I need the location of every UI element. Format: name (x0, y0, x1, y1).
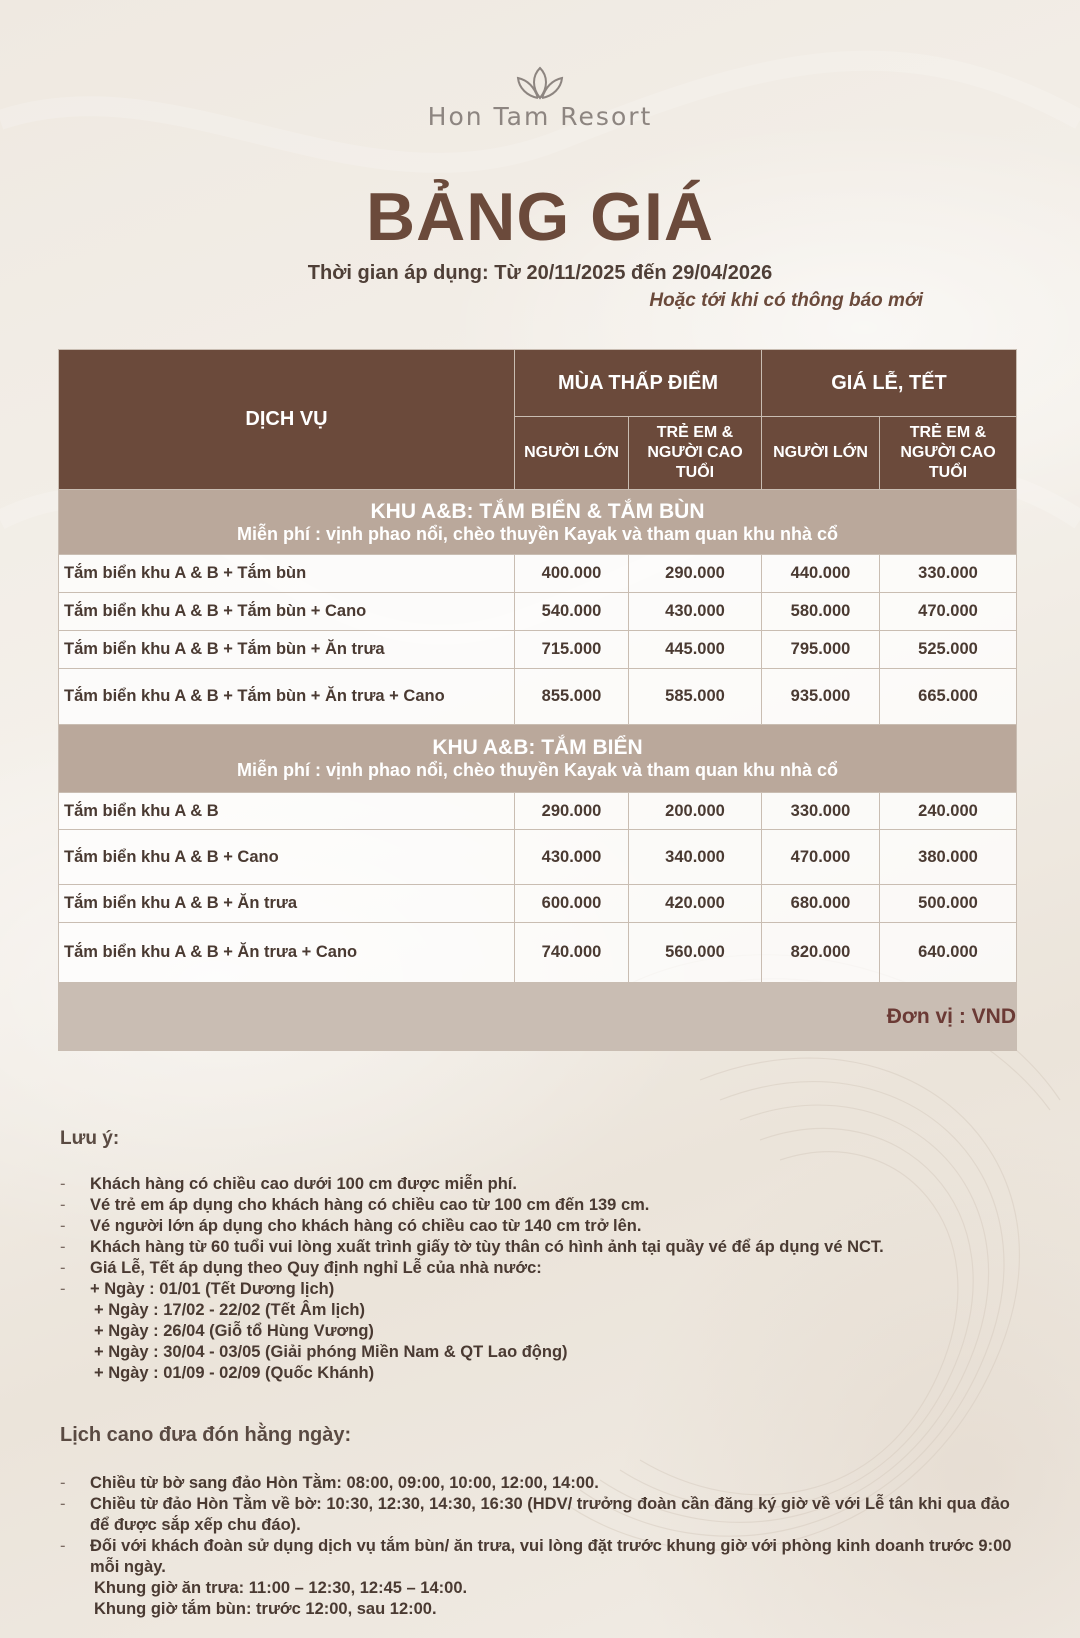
table-row (59, 793, 1017, 830)
price-low-child: 200.000 (629, 793, 762, 830)
price-low-adult: 740.000 (515, 923, 629, 983)
price-holiday-adult: 795.000 (762, 631, 880, 669)
list-dash: - (60, 1280, 66, 1298)
time-slot-line: Khung giờ ăn trưa: 11:00 – 12:30, 12:45 – 14:00. (94, 1579, 468, 1597)
price-low-child: 420.000 (629, 885, 762, 923)
table-row (59, 885, 1017, 923)
table-row (59, 555, 1017, 593)
price-holiday-child: 330.000 (880, 555, 1017, 593)
service-name: Tắm biển khu A & B (59, 793, 515, 830)
list-item: - Khách hàng có chiều cao dưới 100 cm được miễn phí. (60, 1175, 517, 1193)
section-subtitle: Miễn phí : vịnh phao nổi, chèo thuyền Kayak và tham quan khu nhà cổ (236, 760, 839, 780)
holiday-line: + Ngày : 26/04 (Giỗ tổ Hùng Vương) (94, 1322, 374, 1340)
list-dash: - (60, 1474, 66, 1492)
header-low-child: TRẺ EM & NGƯỜI CAO TUỔI (629, 417, 762, 490)
currency-unit: Đơn vị : VND (59, 983, 1017, 1051)
holiday-line: + Ngày : 17/02 - 22/02 (Tết Âm lịch) (94, 1301, 365, 1319)
price-holiday-adult: 935.000 (762, 669, 880, 725)
list-dash: - (60, 1537, 66, 1555)
price-low-child: 445.000 (629, 631, 762, 669)
price-low-adult: 430.000 (515, 830, 629, 885)
service-name: Tắm biển khu A & B + Tắm bùn (59, 555, 515, 593)
table-row (59, 669, 1017, 725)
price-holiday-child: 240.000 (880, 793, 1017, 830)
price-holiday-adult: 580.000 (762, 593, 880, 631)
price-low-adult: 290.000 (515, 793, 629, 830)
list-item: - Khách hàng từ 60 tuổi vui lòng xuất trình giấy tờ tùy thân có hình ảnh tại quầy vé để áp dụng vé NCT. (60, 1238, 884, 1256)
price-holiday-adult: 820.000 (762, 923, 880, 983)
resort-logo (0, 66, 1080, 131)
price-holiday-child: 640.000 (880, 923, 1017, 983)
price-low-child: 290.000 (629, 555, 762, 593)
price-holiday-child: 665.000 (880, 669, 1017, 725)
section-subtitle: Miễn phí : vịnh phao nổi, chèo thuyền Kayak và tham quan khu nhà cổ (236, 523, 839, 544)
list-dash: - (60, 1217, 66, 1235)
brand-name: Hon Tam Resort (427, 102, 653, 131)
price-low-child: 430.000 (629, 593, 762, 631)
list-dash: - (60, 1495, 66, 1513)
table-row (59, 830, 1017, 885)
header-holiday: GIÁ LỄ, TẾT (762, 350, 1017, 417)
header-holiday-child: TRẺ EM & NGƯỜI CAO TUỔI (880, 417, 1017, 490)
holiday-line: + Ngày : 01/09 - 02/09 (Quốc Khánh) (94, 1364, 375, 1382)
list-item: - Chiều từ đảo Hòn Tằm về bờ: 10:30, 12:30, 14:30, 16:30 (HDV/ trưởng đoàn cần đăng ký giờ về với Lễ tân khi qua đảo để được sắp xếp chu đáo). (60, 1495, 1010, 1534)
list-item: - + Ngày : 01/01 (Tết Dương lịch) (60, 1280, 335, 1298)
validity-note: Hoặc tới khi có thông báo mới (649, 290, 923, 311)
price-holiday-child: 500.000 (880, 885, 1017, 923)
validity-period: Thời gian áp dụng: Từ 20/11/2025 đến 29/04/2026 (307, 262, 773, 284)
service-name: Tắm biển khu A & B + Ăn trưa (59, 885, 515, 923)
list-item: - Vé người lớn áp dụng cho khách hàng có chiều cao từ 140 cm trở lên. (60, 1217, 642, 1235)
section-header (59, 725, 1017, 793)
cano-schedule-section (60, 1424, 1020, 1620)
section-header (59, 490, 1017, 555)
price-table (58, 349, 1017, 1051)
section-title: KHU A&B: TẮM BIỂN (432, 736, 643, 759)
list-dash: - (60, 1238, 66, 1256)
page-title: BẢNG GIÁ (366, 179, 714, 255)
list-item: - Vé trẻ em áp dụng cho khách hàng có chiều cao từ 100 cm đến 139 cm. (60, 1196, 650, 1214)
price-low-child: 560.000 (629, 923, 762, 983)
service-name: Tắm biển khu A & B + Cano (59, 830, 515, 885)
header-service: DỊCH VỤ (59, 350, 515, 490)
header-low-season: MÙA THẤP ĐIỂM (515, 350, 762, 417)
service-name: Tắm biển khu A & B + Tắm bùn + Cano (59, 593, 515, 631)
service-name: Tắm biển khu A & B + Tắm bùn + Ăn trưa + Cano (59, 669, 515, 725)
price-holiday-child: 380.000 (880, 830, 1017, 885)
list-item: - Giá Lễ, Tết áp dụng theo Quy định nghỉ Lễ của nhà nước: (60, 1259, 542, 1277)
header-holiday-adult: NGƯỜI LỚN (762, 417, 880, 490)
price-low-adult: 715.000 (515, 631, 629, 669)
price-low-adult: 400.000 (515, 555, 629, 593)
price-holiday-adult: 470.000 (762, 830, 880, 885)
price-holiday-child: 470.000 (880, 593, 1017, 631)
time-slot-line: Khung giờ tắm bùn: trước 12:00, sau 12:00. (94, 1600, 437, 1618)
list-dash: - (60, 1259, 66, 1277)
price-holiday-adult: 440.000 (762, 555, 880, 593)
service-name: Tắm biển khu A & B + Tắm bùn + Ăn trưa (59, 631, 515, 669)
notes-title: Lưu ý: (60, 1128, 120, 1149)
table-row (59, 593, 1017, 631)
section-title: KHU A&B: TẮM BIỂN & TẮM BÙN (370, 499, 705, 523)
table-row (59, 631, 1017, 669)
price-holiday-adult: 330.000 (762, 793, 880, 830)
price-low-adult: 600.000 (515, 885, 629, 923)
list-item: - Đối với khách đoàn sử dụng dịch vụ tắm bùn/ ăn trưa, vui lòng đặt trước khung giờ với phòng kinh doanh trước 9:00 mỗi ngày. (60, 1537, 1012, 1576)
list-item: - Chiều từ bờ sang đảo Hòn Tằm: 08:00, 09:00, 10:00, 12:00, 14:00. (60, 1474, 599, 1492)
notes-section (60, 1128, 1020, 1384)
service-name: Tắm biển khu A & B + Ăn trưa + Cano (59, 923, 515, 983)
list-dash: - (60, 1175, 66, 1193)
price-low-adult: 540.000 (515, 593, 629, 631)
price-low-child: 585.000 (629, 669, 762, 725)
price-low-adult: 855.000 (515, 669, 629, 725)
lotus-icon (515, 66, 565, 100)
holiday-line: + Ngày : 30/04 - 03/05 (Giải phóng Miền Nam & QT Lao động) (94, 1343, 568, 1361)
list-dash: - (60, 1196, 66, 1214)
price-holiday-child: 525.000 (880, 631, 1017, 669)
price-low-child: 340.000 (629, 830, 762, 885)
price-holiday-adult: 680.000 (762, 885, 880, 923)
table-row (59, 923, 1017, 983)
cano-title: Lịch cano đưa đón hằng ngày: (60, 1424, 352, 1446)
header-low-adult: NGƯỜI LỚN (515, 417, 629, 490)
